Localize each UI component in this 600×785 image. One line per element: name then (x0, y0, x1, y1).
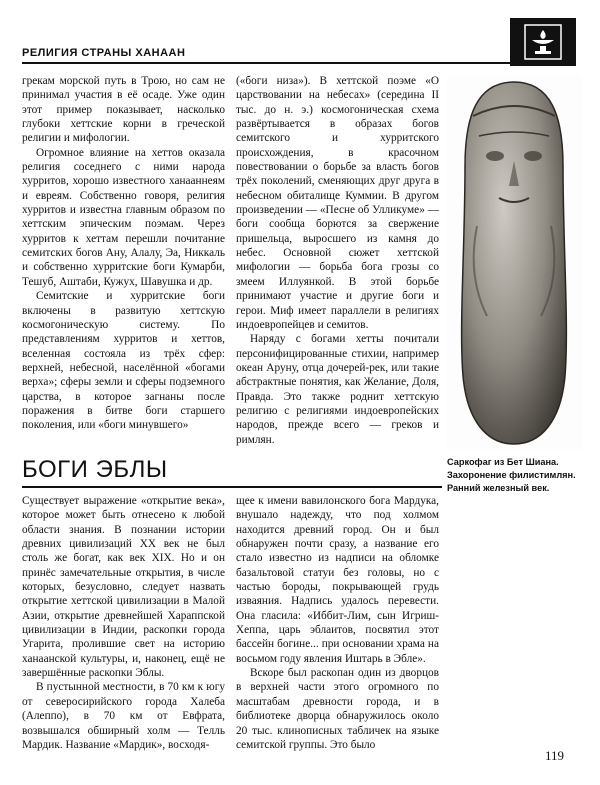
paragraph: Семитские и хурритские боги включены в развитую хеттскую космогоническую систему. По представлениям хурритов и хеттов, вселенная состояла из трёх сфер: верхней, небесной, населённой «богами верха»; сферы земли и сферы подземного царства, в которое загнаны после поражения в битве боги старшего поколения, или «боги минувшего» (22, 290, 225, 432)
photo-caption: Саркофаг из Бет Шиана. Захоронение филистимлян. Ранний железный век. (447, 457, 576, 493)
column-right-top (236, 74, 439, 447)
lamp-icon (510, 18, 576, 66)
paragraph: щее к имени вавилонского бога Мардука, внушало надежду, что под холмом находится древний город. Он и был обнаружен почти сразу, а название его стало известно из надписи на обломке базальтовой статуи без головы, но с частью бороды, покрывающей грудь изваяния. Надпись удалось перевести. Она гласила: «Иббит-Лим, сын Игриш-Хеппа, царь эблаитов, посвятил этот бассейн богине... при основании храма на восьмом году явления Иштарь в Эбле». (236, 495, 439, 665)
paragraph: В пустынной местности, в 70 км к югу от северосирийского города Халеба (Алеппо), в 70 км от Евфрата, возвышался обширный холм — Телль Мардик. Название «Мардик», восходя- (22, 681, 225, 751)
sarcophagus-photo (447, 76, 582, 450)
section-title: БОГИ ЭБЛЫ (22, 456, 168, 483)
running-header: РЕЛИГИЯ СТРАНЫ ХАНААН (22, 47, 186, 59)
page-number: 119 (545, 748, 565, 763)
column-right-bottom (236, 494, 439, 752)
paragraph: Вскоре был раскопан один из дворцов в верхней части этого огромного по масштабам древности города, и в библиотеке дворца обнаружилось около 20 тыс. клинописных табличек на языке семитской группы. Это было (236, 667, 439, 751)
paragraph: Огромное влияние на хеттов оказала религия соседнего с ними народа хурритов, хорошо известного ханааннеям и евреям. Собственно говоря, религия хурритов и известна главным образом по хеттским эпическим поэмам. Через хурритов к хеттам перешли почитание семитских богов Ану, Алалу, Эа, Никкаль и собственно хурритские боги Кумарби, Тешуб, Аштаби, Кужух, Шавушка и др. (22, 146, 225, 288)
header-rule (22, 62, 510, 64)
paragraph: Существует выражение «открытие века», которое может быть отнесено к любой области знания. В познании истории древних цивилизаций XX век не был столь же богат, как век XIX. Но и он принёс замечательные открытия, в числе которых, безусловно, следует назвать открытие хеттской цивилизации в Малой Азии, открытие древнейшей Хараппской цивилизации в Индии, раскопки города Угарита, пролившие свет на историю ханаанской культуры, и, наконец, ещё не завершённые раскопки Эблы. (22, 495, 225, 680)
paragraph: Наряду с богами хетты почитали персонифицированные стихии, например океан Аруну, отца дочерей-рек, или такие абстрактные понятия, как Желание, Доля, Правда. Это также роднит хеттскую религию с религиями индоевропейских народов, прежде всего — греков и римлян. (236, 333, 439, 446)
section-rule (22, 486, 442, 488)
paragraph: грекам морской путь в Трою, но сам не принимал участия в её осаде. Уже один этот пример показывает, насколько глубоки хеттские корни в греческой религии и мифологии. (22, 75, 225, 145)
paragraph: («боги низа»). В хеттской поэме «О царствовании на небесах» (середина II тыс. до н. э.) космогоническая схема развёртывается в образах богов семитского и хурритского происхождения, в красочном повествовании о борьбе за власть богов трёх поколений, сменяющих друг друга в небесном обиталище Куммии. В другом произведении — «Песне об Улликуме» — боги сообща борются за свержение пришельца, выросшего из камня до небес. Основной сюжет хеттской мифологии — борьба бога грозы со змеем Иллуянкой. В этой борьбе принимают участие и другие боги и герои. Миф имеет параллели в религиях индоевропейцев и семитов. (236, 75, 439, 331)
column-left-top (22, 74, 225, 433)
column-left-bottom (22, 494, 225, 752)
sarcophagus-icon (447, 76, 582, 450)
